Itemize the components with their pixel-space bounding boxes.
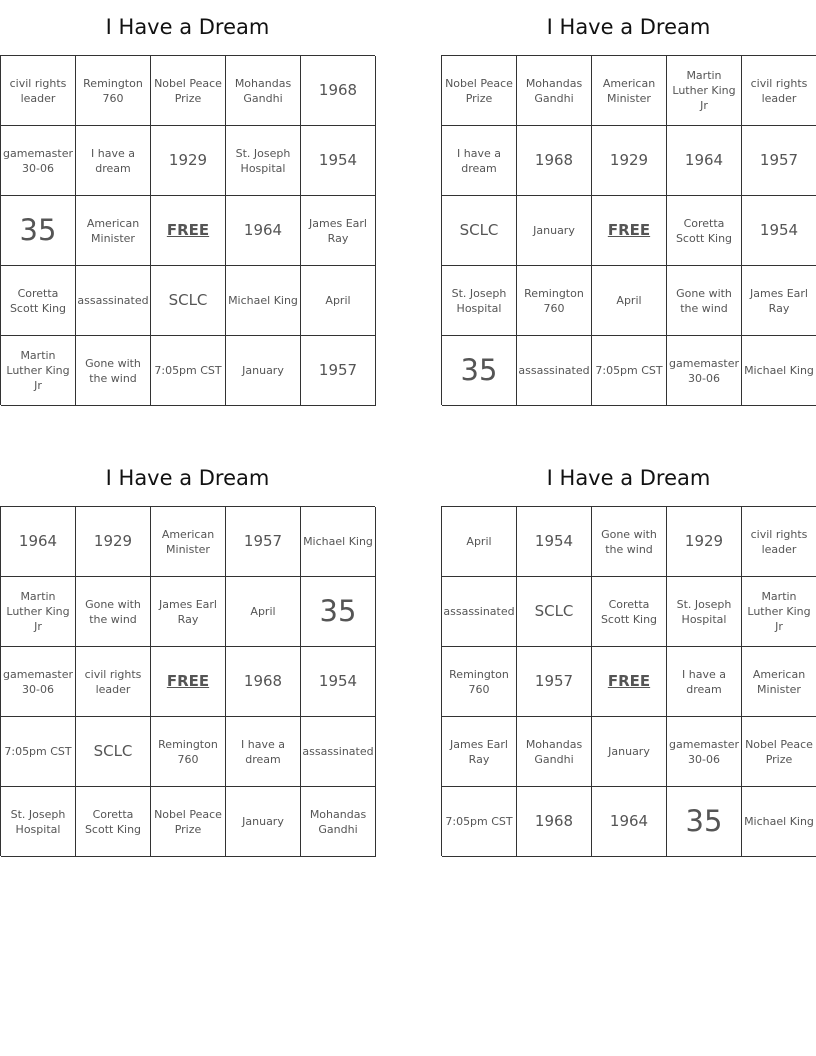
bingo-cell: assassinated (517, 336, 592, 406)
bingo-cell: civil rights leader (1, 56, 76, 126)
bingo-cell: 1957 (301, 336, 376, 406)
bingo-cell: 1964 (667, 126, 742, 196)
bingo-cell: Coretta Scott King (1, 266, 76, 336)
bingo-cell: I have a dream (442, 126, 517, 196)
bingo-cell: 1929 (592, 126, 667, 196)
bingo-cell: 1968 (301, 56, 376, 126)
card-title: I Have a Dream (105, 15, 270, 39)
bingo-cell: 35 (442, 336, 517, 406)
bingo-cell: April (226, 577, 301, 647)
bingo-grid (441, 506, 816, 856)
bingo-cell: Mohandas Gandhi (517, 717, 592, 787)
bingo-cell: 1964 (226, 196, 301, 266)
bingo-cell: 1929 (151, 126, 226, 196)
bingo-cell: Nobel Peace Prize (151, 56, 226, 126)
bingo-cell: Gone with the wind (667, 266, 742, 336)
bingo-grid (0, 506, 375, 856)
bingo-cell: Martin Luther King Jr (1, 336, 76, 406)
bingo-cell: St. Joseph Hospital (226, 126, 301, 196)
bingo-cell: Coretta Scott King (592, 577, 667, 647)
bingo-cell: Nobel Peace Prize (151, 787, 226, 857)
bingo-cell: January (226, 336, 301, 406)
bingo-cell: assassinated (442, 577, 517, 647)
bingo-cell: assassinated (301, 717, 376, 787)
bingo-card-4 (441, 451, 816, 856)
bingo-cell: American Minister (592, 56, 667, 126)
bingo-cell: January (226, 787, 301, 857)
bingo-cell: 1957 (517, 647, 592, 717)
bingo-cell: 1957 (226, 507, 301, 577)
free-space-cell: FREE (151, 196, 226, 266)
bingo-cell: gamemaster 30-06 (667, 336, 742, 406)
bingo-cell: 1954 (301, 126, 376, 196)
bingo-cell: American Minister (76, 196, 151, 266)
bingo-cell: civil rights leader (742, 56, 816, 126)
bingo-card-2 (441, 0, 816, 405)
bingo-cell: civil rights leader (76, 647, 151, 717)
bingo-grid (0, 55, 375, 405)
bingo-cell: American Minister (151, 507, 226, 577)
card-title: I Have a Dream (105, 466, 270, 490)
bingo-cell: Nobel Peace Prize (742, 717, 816, 787)
bingo-cell: 7:05pm CST (1, 717, 76, 787)
bingo-cell: 1954 (301, 647, 376, 717)
bingo-cell: Michael King (742, 787, 816, 857)
bingo-cell: gamemaster 30-06 (1, 647, 76, 717)
bingo-cell: St. Joseph Hospital (1, 787, 76, 857)
bingo-cell: Mohandas Gandhi (226, 56, 301, 126)
bingo-cell: I have a dream (76, 126, 151, 196)
free-space-cell: FREE (151, 647, 226, 717)
bingo-grid (441, 55, 816, 405)
bingo-cell: 35 (667, 787, 742, 857)
bingo-cell: 1954 (742, 196, 816, 266)
bingo-cell: Martin Luther King Jr (1, 577, 76, 647)
bingo-cell: St. Joseph Hospital (667, 577, 742, 647)
bingo-cell: Remington 760 (76, 56, 151, 126)
bingo-cell: American Minister (742, 647, 816, 717)
bingo-cell: 7:05pm CST (442, 787, 517, 857)
bingo-cell: Nobel Peace Prize (442, 56, 517, 126)
bingo-cell: St. Joseph Hospital (442, 266, 517, 336)
bingo-cell: 1954 (517, 507, 592, 577)
bingo-cell: April (592, 266, 667, 336)
bingo-cell: 1957 (742, 126, 816, 196)
bingo-cell: 1929 (667, 507, 742, 577)
bingo-cell: 1964 (592, 787, 667, 857)
bingo-cell: SCLC (517, 577, 592, 647)
bingo-cell: James Earl Ray (742, 266, 816, 336)
card-title: I Have a Dream (546, 15, 711, 39)
bingo-cell: 7:05pm CST (151, 336, 226, 406)
bingo-cell: Mohandas Gandhi (301, 787, 376, 857)
bingo-cell: 35 (1, 196, 76, 266)
bingo-cell: gamemaster 30-06 (1, 126, 76, 196)
bingo-cell: Gone with the wind (76, 577, 151, 647)
bingo-cell: Remington 760 (442, 647, 517, 717)
card-title: I Have a Dream (546, 466, 711, 490)
bingo-cell: I have a dream (226, 717, 301, 787)
bingo-cell: 1968 (517, 126, 592, 196)
bingo-card-3 (0, 451, 375, 856)
bingo-cell: SCLC (442, 196, 517, 266)
bingo-cell: James Earl Ray (151, 577, 226, 647)
bingo-cell: April (301, 266, 376, 336)
bingo-cell: Remington 760 (517, 266, 592, 336)
bingo-cell: 7:05pm CST (592, 336, 667, 406)
bingo-cell: 35 (301, 577, 376, 647)
bingo-cell: 1968 (517, 787, 592, 857)
bingo-cell: SCLC (151, 266, 226, 336)
bingo-cell: January (592, 717, 667, 787)
bingo-cell: James Earl Ray (301, 196, 376, 266)
bingo-cell: Coretta Scott King (667, 196, 742, 266)
bingo-cell: Mohandas Gandhi (517, 56, 592, 126)
free-space-cell: FREE (592, 196, 667, 266)
bingo-cell: 1929 (76, 507, 151, 577)
bingo-cell: Michael King (742, 336, 816, 406)
free-space-cell: FREE (592, 647, 667, 717)
bingo-cell: April (442, 507, 517, 577)
bingo-cell: 1964 (1, 507, 76, 577)
bingo-cell: gamemaster 30-06 (667, 717, 742, 787)
bingo-cell: Gone with the wind (76, 336, 151, 406)
bingo-cell: assassinated (76, 266, 151, 336)
bingo-cell: Martin Luther King Jr (667, 56, 742, 126)
bingo-cell: Michael King (301, 507, 376, 577)
bingo-cell: Martin Luther King Jr (742, 577, 816, 647)
bingo-cell: Michael King (226, 266, 301, 336)
bingo-cell: I have a dream (667, 647, 742, 717)
bingo-cell: civil rights leader (742, 507, 816, 577)
bingo-cell: Remington 760 (151, 717, 226, 787)
bingo-card-1 (0, 0, 375, 405)
bingo-cell: 1968 (226, 647, 301, 717)
bingo-cell: James Earl Ray (442, 717, 517, 787)
bingo-cell: Coretta Scott King (76, 787, 151, 857)
bingo-cell: Gone with the wind (592, 507, 667, 577)
bingo-cell: January (517, 196, 592, 266)
bingo-cell: SCLC (76, 717, 151, 787)
